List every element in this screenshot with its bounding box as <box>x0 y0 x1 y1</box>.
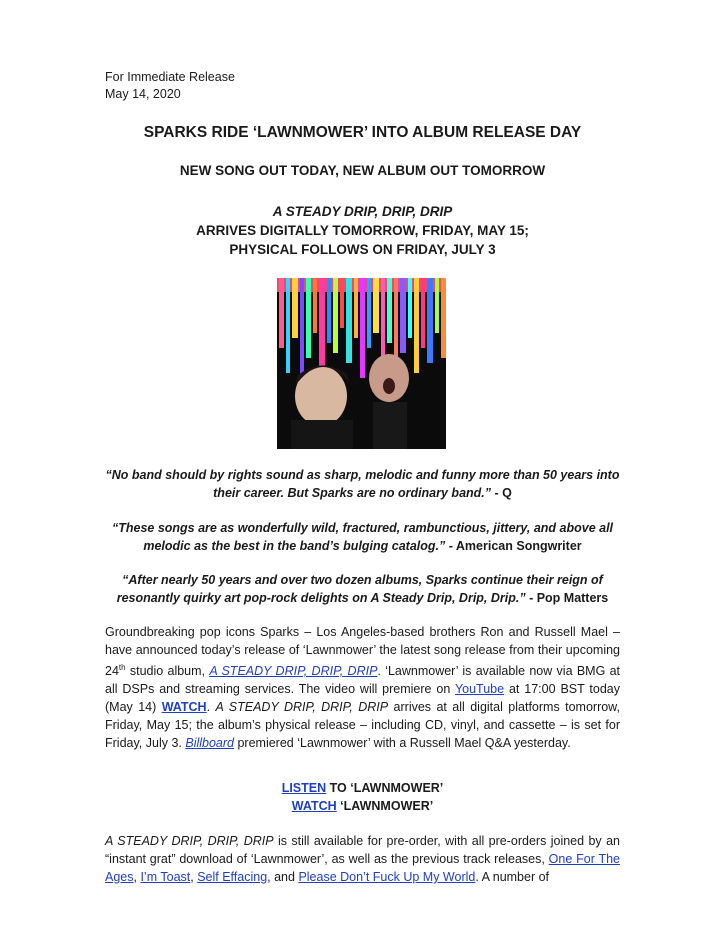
body-text: , <box>190 870 198 884</box>
subheadline: NEW SONG OUT TODAY, NEW ALBUM OUT TOMORROW <box>179 163 546 178</box>
release-header <box>105 69 235 103</box>
album-title-inline: A STEADY DRIP, DRIP, DRIP <box>105 834 274 848</box>
album-link[interactable]: A STEADY DRIP, DRIP, DRIP <box>209 664 378 679</box>
listen-link[interactable]: LISTEN <box>281 781 327 795</box>
album-title: A STEADY DRIP, DRIP, DRIP <box>272 204 453 219</box>
listen-watch-links <box>0 779 725 815</box>
album-announcement <box>0 202 725 259</box>
watch-inline-link[interactable]: WATCH <box>161 700 207 715</box>
body-text: . <box>206 700 216 715</box>
preorder-paragraph <box>105 832 620 886</box>
quote-q <box>100 466 625 502</box>
watch-line-text: ‘LAWNMOWER’ <box>336 799 434 813</box>
body-text: . A number of <box>475 870 550 884</box>
listen-line-text: TO ‘LAWNMOWER’ <box>326 781 444 795</box>
watch-line <box>0 797 725 815</box>
digital-release-line: ARRIVES DIGITALLY TOMORROW, FRIDAY, MAY 15; <box>196 223 529 238</box>
physical-release-line: PHYSICAL FOLLOWS ON FRIDAY, JULY 3 <box>229 242 496 257</box>
body-text: studio album, <box>125 664 210 679</box>
quote-source: - American Songwriter <box>445 539 582 553</box>
listen-line <box>0 779 725 797</box>
body-text: , <box>133 870 141 884</box>
quote-text: “After nearly 50 years and over two dozen albums, Sparks continue their reign of resonantly quirky art pop-rock delights on A Steady Drip, Drip, Drip.” <box>116 573 603 605</box>
billboard-link[interactable]: Billboard <box>185 736 234 751</box>
album-cover-art <box>277 278 446 449</box>
quote-american-songwriter <box>100 519 625 555</box>
album-cover-image <box>277 278 446 449</box>
superscript: th <box>118 663 126 672</box>
album-title-inline: A STEADY DRIP, DRIP, DRIP <box>215 700 389 715</box>
one-for-the-ages-link[interactable]: One For The Ages <box>105 852 620 884</box>
quote-source: - Pop Matters <box>525 591 609 605</box>
body-text: Groundbreaking pop icons Sparks – Los Angeles-based brothers Ron and Russell Mael – have announced today’s release of ‘Lawnmower’ the latest song release from their upcoming 24 <box>105 625 620 679</box>
quote-text: “No band should by rights sound as sharp, melodic and funny more than 50 years into their career. But Sparks are no ordinary band.” <box>105 468 620 500</box>
body-text: premiered ‘Lawnmower’ with a Russell Mael Q&A yesterday. <box>234 736 571 751</box>
youtube-link[interactable]: YouTube <box>454 682 505 697</box>
im-toast-link[interactable]: I’m Toast <box>140 870 191 884</box>
quote-text: “These songs are as wonderfully wild, fractured, rambunctious, jittery, and above all melodic as the best in the band’s bulging catalog.” <box>111 521 614 553</box>
headline: SPARKS RIDE ‘LAWNMOWER’ INTO ALBUM RELEASE DAY <box>143 124 582 141</box>
body-paragraph <box>105 623 620 752</box>
body-text: . ‘Lawnmower’ is available now via BMG at all DSPs and streaming services. The video will premiere on <box>105 664 620 697</box>
self-effacing-link[interactable]: Self Effacing <box>197 870 268 884</box>
quote-source: - Q <box>491 486 512 500</box>
release-label: For Immediate Release <box>105 70 235 84</box>
body-text: at 17:00 BST today (May 14) <box>105 682 620 715</box>
body-text: arrives at all digital platforms tomorrow, Friday, May 15; the album’s physical release – including CD, vinyl, and cassette – is set for Friday, July 3. <box>105 700 620 751</box>
body-text: , and <box>267 870 299 884</box>
please-dont-link[interactable]: Please Don’t Fuck Up My World <box>298 870 476 884</box>
release-date: May 14, 2020 <box>105 87 181 101</box>
body-text: is still available for pre-order, with all pre-orders joined by an “instant grat” download of ‘Lawnmower’, as well as the previous track releases, <box>105 834 620 866</box>
quote-pop-matters <box>100 571 625 607</box>
watch-link[interactable]: WATCH <box>291 799 337 813</box>
